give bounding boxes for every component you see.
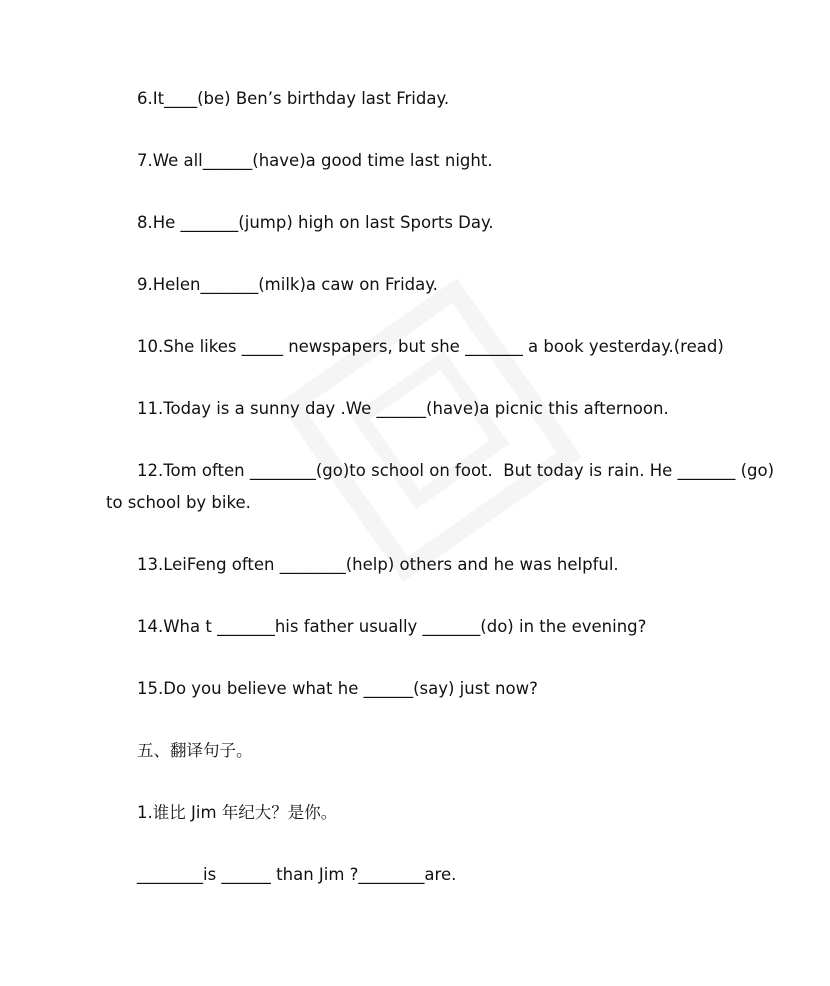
translate-item-1: 1.谁比 Jim 年纪大？是你。 — [137, 803, 338, 822]
exercise-line-14: 14.Wha t _______his father usually _______(do) in the evening? — [137, 617, 647, 636]
exercise-line-9: 9.Helen_______(milk)a caw on Friday. — [137, 275, 438, 294]
exercise-line-11: 11.Today is a sunny day .We ______(have)a picnic this afternoon. — [137, 399, 669, 418]
exercise-line-12-continued: to school by bike. — [106, 493, 251, 512]
exercise-line-13: 13.LeiFeng often ________(help) others and he was helpful. — [137, 555, 619, 574]
exercise-line-10: 10.She likes _____ newspapers, but she _______ a book yesterday.(read) — [137, 337, 724, 356]
translate-answer-line-1: ________is ______ than Jim ?________are. — [137, 865, 457, 884]
exercise-line-7: 7.We all______(have)a good time last night. — [137, 151, 493, 170]
exercise-line-15: 15.Do you believe what he ______(say) just now? — [137, 679, 538, 698]
exercise-line-12: 12.Tom often ________(go)to school on foot. But today is rain. He _______ (go) — [137, 461, 775, 480]
section-heading-translate: 五、翻译句子。 — [137, 741, 253, 760]
exercise-line-6: 6.It____(be) Ben’s birthday last Friday. — [137, 89, 450, 108]
exercise-line-8: 8.He _______(jump) high on last Sports Day. — [137, 213, 494, 232]
